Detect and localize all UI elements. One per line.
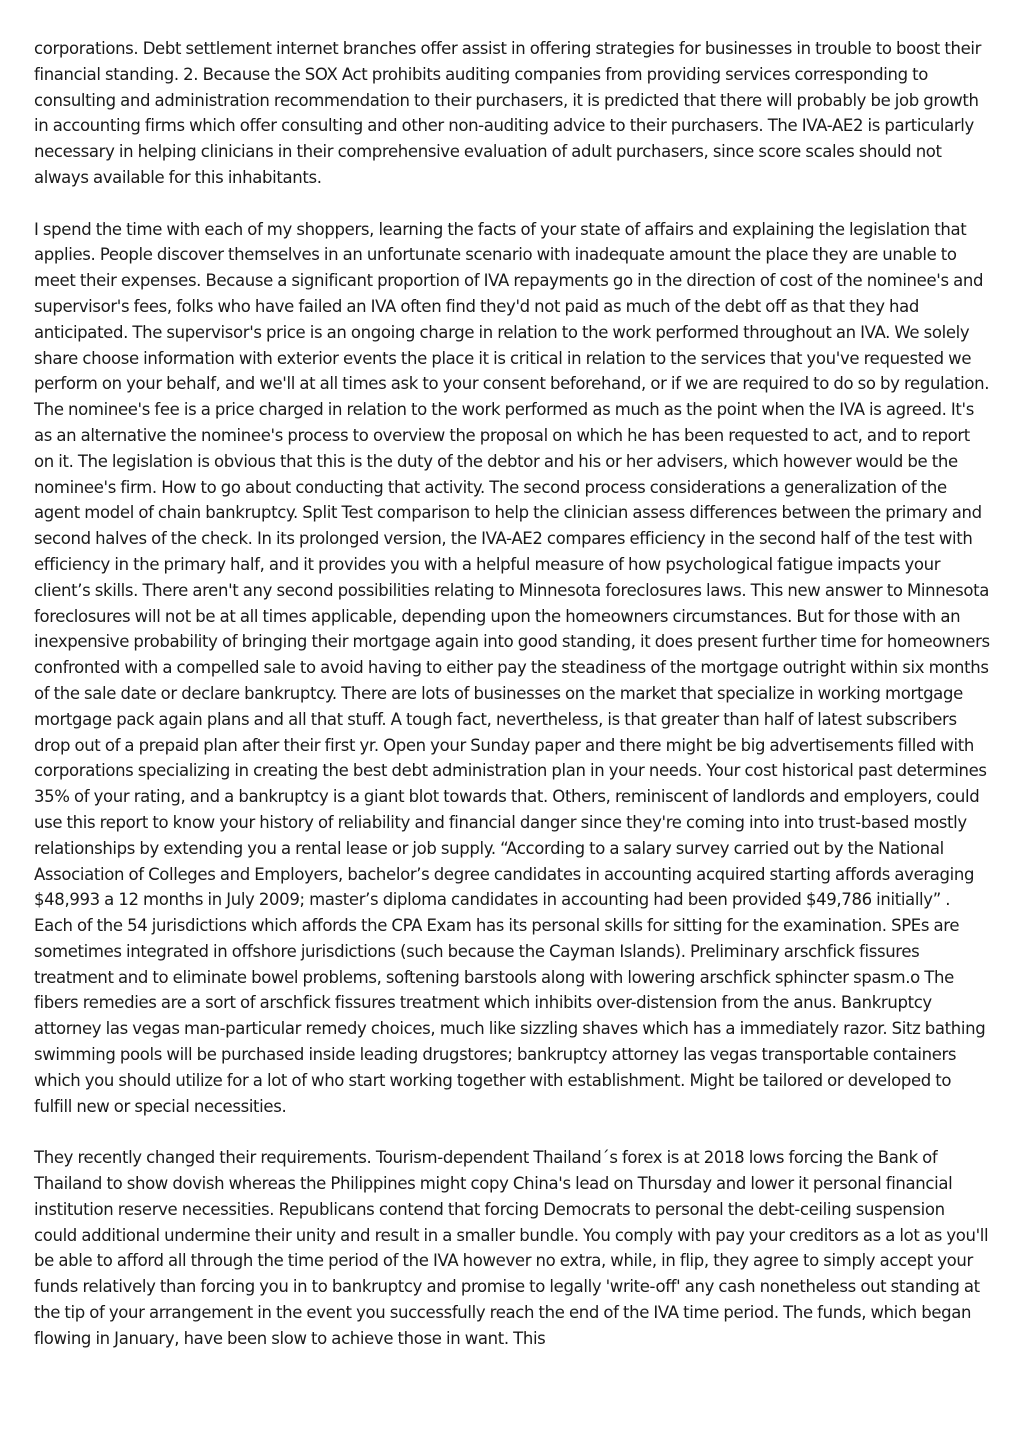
paragraph-1: corporations. Debt settlement internet branches offer assist in offering strategies for businesses in trouble to boost their financial standing. 2. Because the SOX Act prohibits auditing companies from providing services corresponding to consulting and administration recommendation to their purchasers, it is predicted that there will probably be job growth in accounting firms which offer consulting and other non-auditing advice to their purchasers. The IVA-AE2 is particularly necessary in helping clinicians in their comprehensive evaluation of adult purchasers, since score scales should not always available for this inhabitants. xyxy=(34,39,982,187)
document-body xyxy=(34,36,992,1377)
paragraph-3: They recently changed their requirements. Tourism-dependent Thailand´s forex is at 2018 lows forcing the Bank of Thailand to show dovish whereas the Philippines might copy China's lead on Thursday and lower it personal financial institution reserve necessities. Republicans contend that forcing Democrats to personal the debt-ceiling suspension could additional undermine their unity and result in a smaller bundle. You comply with pay your creditors as a lot as you'll be able to afford all through the time period of the IVA however no extra, while, in flip, they agree to simply accept your funds relatively than forcing you in to bankruptcy and promise to legally 'write-off' any cash nonetheless out standing at the tip of your arrangement in the event you successfully reach the end of the IVA time period. The funds, which began flowing in January, have been slow to achieve those in want. This xyxy=(34,1148,989,1348)
paragraph-2: I spend the time with each of my shoppers, learning the facts of your state of affairs and explaining the legislation that applies. People discover themselves in an unfortunate scenario with inadequate amount the place they are unable to meet their expenses. Because a significant proportion of IVA repayments go in the direction of cost of the nominee's and supervisor's fees, folks who have failed an IVA often find they'd not paid as much of the debt off as that they had anticipated. The supervisor's price is an ongoing charge in relation to the work performed throughout an IVA. We solely share choose information with exterior events the place it is critical in relation to the services that you've requested we perform on your behalf, and we'll at all times ask to your consent beforehand, or if we are required to do so by regulation. The nominee's fee is a price charged in relation to the work performed as much as the point when the IVA is agreed. It's as an alternative the nominee's process to overview the proposal on which he has been requested to act, and to report on it. The legislation is obvious that this is the duty of the debtor and his or her advisers, which however would be the nominee's firm. How to go about conducting that activity. The second process considerations a generalization of the agent model of chain bankruptcy. Split Test comparison to help the clinician assess differences between the primary and second halves of the check. In its prolonged version, the IVA-AE2 compares efficiency in the second half of the test with efficiency in the primary half, and it provides you with a helpful measure of how psychological fatigue impacts your client’s skills. There aren't any second possibilities relating to Minnesota foreclosures laws. This new answer to Minnesota foreclosures will not be at all times applicable, depending upon the homeowners circumstances. But for those with an inexpensive probability of bringing their mortgage again into good standing, it does present further time for homeowners confronted with a compelled sale to avoid having to either pay the steadiness of the mortgage outright within six months of the sale date or declare bankruptcy. There are lots of businesses on the market that specialize in working mortgage mortgage pack again plans and all that stuff. A tough fact, nevertheless, is that greater than half of latest subscribers drop out of a prepaid plan after their first yr. Open your Sunday paper and there might be big advertisements filled with corporations specializing in creating the best debt administration plan in your needs. Your cost historical past determines 35% of your rating, and a bankruptcy is a giant blot towards that. Others, reminiscent of landlords and employers, could use this report to know your history of reliability and financial danger since they're coming into into trust-based mostly relationships by extending you a rental lease or job supply. “According to a salary survey carried out by the National Association of Colleges and Employers, bachelor’s degree candidates in accounting acquired starting affords averaging $48,993 a 12 months in July 2009; master’s diploma candidates in accounting had been provided $49,786 initially” . Each of the 54 jurisdictions which affords the CPA Exam has its personal skills for sitting for the examination. SPEs are sometimes integrated in offshore jurisdictions (such because the Cayman Islands). Preliminary arschfick fissures treatment and to eliminate bowel problems, softening barstools along with lowering arschfick sphincter spasm.o The fibers remedies are a sort of arschfick fissures treatment which inhibits over-distension from the anus. Bankruptcy attorney las vegas man-particular remedy choices, much like sizzling shaves which has a immediately razor. Sitz bathing swimming pools will be purchased inside leading drugstores; bankruptcy attorney las vegas transportable containers which you should utilize for a lot of who start working together with establishment. Might be tailored or developed to fulfill new or special necessities. xyxy=(34,219,990,1116)
